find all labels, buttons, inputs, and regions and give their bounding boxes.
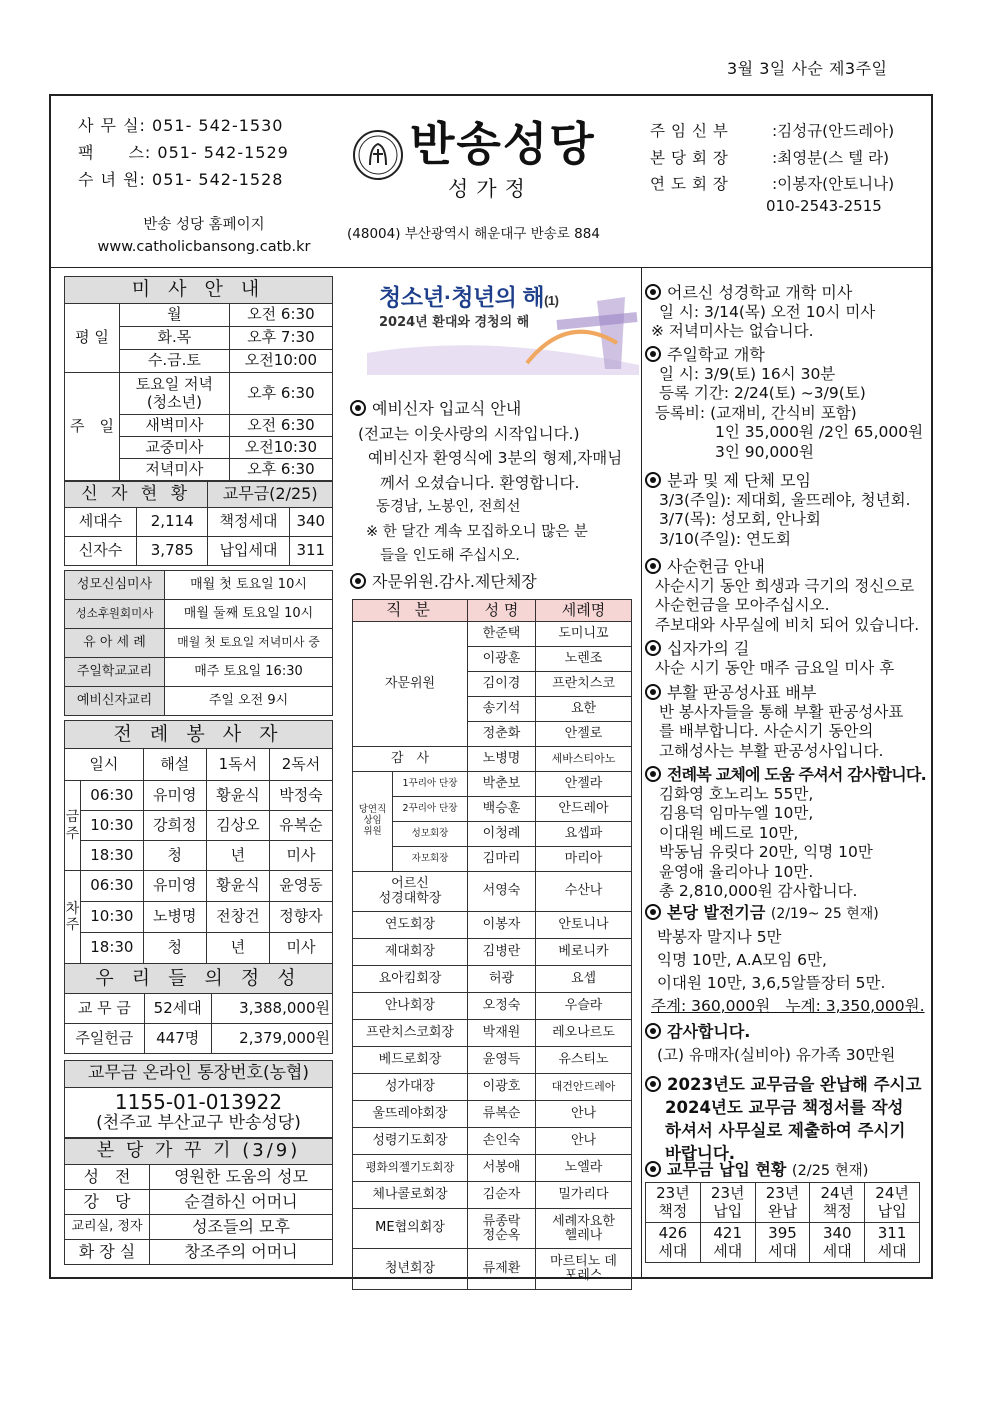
table-cell: 신자수 [65, 537, 137, 566]
advisors-table [352, 599, 632, 1290]
table-cell: 오전10:00 [229, 350, 332, 373]
table-cell: 송기석 [468, 697, 536, 722]
table-cell: 감 사 [353, 747, 468, 772]
table-cell: 세대수 [65, 508, 137, 537]
table-cell: 23년 완납 [755, 1183, 810, 1223]
table-cell: 447명 [144, 1024, 211, 1054]
church-address: (48004) 부산광역시 해운대구 반송로 884 [347, 226, 600, 242]
church-subtitle: 성가정 [448, 177, 533, 201]
table-cell: 연도회장 [353, 912, 468, 939]
table-cell: 윤영동 [269, 871, 332, 902]
table-cell: 제대회장 [353, 939, 468, 966]
table-cell: 정춘화 [468, 722, 536, 747]
table-cell: 영원한 도움의 성모 [150, 1165, 333, 1190]
table-cell: 1꾸리아 단장 [393, 772, 468, 797]
table-cell: 노렌조 [536, 647, 632, 672]
table-cell: 베로니카 [536, 939, 632, 966]
table-cell: 류복순 [468, 1101, 536, 1128]
table-cell: 신 자 현 황 [65, 482, 208, 508]
advisor-label: 자문위원 [353, 622, 468, 747]
account-number: 1155-01-013922 [65, 1088, 333, 1115]
homepage-label: 반송 성당 홈페이지 [143, 217, 265, 233]
officer-president: 본당회장 :최영분(스 텔 라) [650, 148, 890, 167]
table-cell: 저녁미사 [120, 459, 230, 481]
table-cell: 340 [289, 508, 332, 537]
schedule-table [64, 570, 333, 716]
catechumen-title: 예비신자 입교식 안내 [350, 397, 622, 422]
table-cell: 311 [289, 537, 332, 566]
bullet-icon [645, 766, 661, 782]
table-cell: 밀가리다 [536, 1182, 632, 1209]
notice-confession-card: 부활 판공성사표 배부 반 봉사자들을 통해 부활 판공성사표 를 배부합니다. 사순시기 동안의 고해성사는 부활 판공성사입니다. [645, 683, 903, 761]
table-cell: 프란치스코회장 [353, 1020, 468, 1047]
table-cell: 우슬라 [536, 993, 632, 1020]
table-cell: 체나콜로회장 [353, 1182, 468, 1209]
table-cell: 노엘라 [536, 1155, 632, 1182]
table-cell: 3,785 [137, 537, 208, 566]
decor-table [64, 1138, 333, 1265]
table-cell: 24년 납입 [865, 1183, 920, 1223]
table-cell: 류제환 [468, 1249, 536, 1290]
notice-vestment-thanks: 전례복 교체에 도움 주셔서 감사합니다. 김화영 호노리노 55만, 김용덕 임마누엘 10만, 이대원 베드로 10만, 박동님 유릿다 20만, 익명 10만 윤영애 율리아나 10만. 총 2,810,000원 감사합니다. [645, 765, 926, 902]
table-cell: 매주 토요일 16:30 [165, 658, 333, 687]
tithe-heading: 교무금 납입 현황 (2/25 현재) [645, 1160, 868, 1182]
table-cell: 박정숙 [269, 781, 332, 811]
table-cell: 2독서 [269, 749, 332, 781]
table-cell: 허광 [468, 966, 536, 993]
table-cell: 23년 책정 [646, 1183, 701, 1223]
bullet-icon [645, 640, 661, 656]
table-cell: 세례명 [536, 600, 632, 622]
sunday-label: 주 일 [65, 373, 120, 481]
table-cell: 10:30 [81, 811, 144, 841]
table-cell: 레오나르도 [536, 1020, 632, 1047]
table-cell: 정향자 [269, 902, 332, 933]
table-cell: 김순자 [468, 1182, 536, 1209]
church-title: 반송성당 [410, 117, 596, 171]
table-cell: 김병란 [468, 939, 536, 966]
table-cell: 24년 책정 [810, 1183, 865, 1223]
table-cell: 노병명 [468, 747, 536, 772]
table-cell: 426 세대 [646, 1223, 701, 1263]
contact-convent: 수 녀 원: 051- 542-1528 [78, 170, 284, 189]
tithe-table [645, 1182, 920, 1263]
table-cell: 일시 [65, 749, 144, 781]
table-cell: 성 전 [65, 1165, 150, 1190]
bullet-icon [645, 684, 661, 700]
officer-yeondo: 연도회장 :이봉자(안토니나) [650, 175, 895, 193]
table-cell: 오전 6:30 [229, 415, 332, 437]
table-cell: 오정숙 [468, 993, 536, 1020]
table-cell: 노병명 [143, 902, 206, 933]
table-cell: 미사 [269, 933, 332, 964]
table-cell: 2꾸리아 단장 [393, 797, 468, 822]
table-cell: 김이경 [468, 672, 536, 697]
table-cell: 강희정 [143, 811, 206, 841]
table-cell: 안토니나 [536, 912, 632, 939]
officer-phone: 010-2543-2515 [766, 197, 882, 215]
table-cell: 3,388,000원 [211, 994, 332, 1024]
table-cell: 오후 6:30 [229, 373, 332, 415]
table-cell: 오후 6:30 [229, 459, 332, 481]
table-cell: 도미니꼬 [536, 622, 632, 647]
table-cell: 윤영득 [468, 1047, 536, 1074]
table-cell: 10:30 [81, 902, 144, 933]
table-cell: 2,379,000원 [211, 1024, 332, 1054]
table-cell: 울뜨레야회장 [353, 1101, 468, 1128]
homepage-url[interactable]: www.catholicbansong.catb.kr [97, 239, 311, 255]
table-cell: 청 [143, 841, 206, 871]
notice-sunday-school: 주일학교 개학 일 시: 3/9(토) 16시 30분 등록 기간: 2/24(토) ~3/9(토) 등록비: (교재비, 간식비 포함) 1인 35,000원 /2인 65,000원 3인 90,000원 [645, 345, 923, 462]
church-logo-icon [352, 129, 404, 181]
table-cell: 요셉파 [536, 822, 632, 847]
table-cell: 납입세대 [208, 537, 289, 566]
table-cell: 년 [206, 933, 269, 964]
bullet-icon [645, 904, 661, 920]
table-cell: 해설 [143, 749, 206, 781]
table-cell: 성령기도회장 [353, 1128, 468, 1155]
table-cell: 06:30 [81, 781, 144, 811]
table-cell: 340 세대 [810, 1223, 865, 1263]
bullet-icon [645, 1076, 661, 1092]
table-cell: 421 세대 [700, 1223, 755, 1263]
table-cell: 김상오 [206, 811, 269, 841]
weekday-label: 평 일 [65, 304, 120, 373]
table-cell: 우 리 들 의 정 성 [65, 964, 333, 994]
table-cell: 이광호 [468, 1074, 536, 1101]
table-cell: 주일헌금 [65, 1024, 145, 1054]
table-cell: 18:30 [81, 933, 144, 964]
next-week-label: 차주 [65, 871, 81, 964]
table-cell: 안젤라 [536, 772, 632, 797]
table-cell: 주일 오전 9시 [165, 687, 333, 716]
table-cell: 마르티노 데 포레스 [536, 1249, 632, 1290]
table-cell: 순결하신 어머니 [150, 1190, 333, 1215]
table-cell: 성조들의 모후 [150, 1215, 333, 1240]
bulletin-date: 3월 3일 사순 제3주일 [727, 59, 888, 78]
table-cell: 베드로회장 [353, 1047, 468, 1074]
table-cell: 토요일 저녁 (청소년) [120, 373, 230, 415]
table-cell: 06:30 [81, 871, 144, 902]
table-cell: 395 세대 [755, 1223, 810, 1263]
bullet-icon [645, 558, 661, 574]
table-cell: 청년회장 [353, 1249, 468, 1290]
table-cell: 요아킴회장 [353, 966, 468, 993]
notice-lent-offering: 사순헌금 안내 사순시기 동안 희생과 극기의 정신으로 사순헌금을 모아주십시오. 주보대와 사무실에 비치 되어 있습니다. [645, 557, 919, 635]
table-cell: 교리실, 정자 [65, 1215, 150, 1240]
table-cell: 성소후원회미사 [65, 600, 165, 629]
contact-fax: 팩 스: 051- 542-1529 [78, 143, 289, 162]
youth-year-banner [367, 273, 639, 375]
table-cell: 주일학교교리 [65, 658, 165, 687]
table-cell: 교 무 금 [65, 994, 145, 1024]
table-cell: 교중미사 [120, 437, 230, 459]
table-cell: (천주교 부산교구 반송성당) [65, 1114, 333, 1137]
table-cell: 책정세대 [208, 508, 289, 537]
table-cell: 한준택 [468, 622, 536, 647]
offerings-table [64, 963, 333, 1054]
table-cell: 52세대 [144, 994, 211, 1024]
table-cell: 311 세대 [865, 1223, 920, 1263]
table-cell: 전 례 봉 사 자 [65, 721, 333, 749]
table-cell: 교무금 온라인 통장번호(농협) [65, 1061, 333, 1088]
mass-title: 미 사 안 내 [65, 277, 333, 304]
table-cell: 김마리 [468, 847, 536, 872]
table-cell: 수.금.토 [120, 350, 230, 373]
notice-way-of-cross: 십자가의 길 사순 시기 동안 매주 금요일 미사 후 [645, 639, 894, 678]
table-cell: 년 [206, 841, 269, 871]
table-cell: 세례자요한 헬레나 [536, 1209, 632, 1249]
table-cell: 화.목 [120, 327, 230, 350]
table-cell: 어르신 성경대학장 [353, 872, 468, 912]
table-cell: 본 당 가 꾸 기 (3/9) [65, 1139, 333, 1165]
table-cell: 새벽미사 [120, 415, 230, 437]
table-cell: ME협의회장 [353, 1209, 468, 1249]
table-cell: 유 아 세 례 [65, 629, 165, 658]
table-cell: 오후 7:30 [229, 327, 332, 350]
table-cell: 안드레아 [536, 797, 632, 822]
table-cell: 성 명 [468, 600, 536, 622]
table-cell: 화 장 실 [65, 1240, 150, 1265]
notice-elder-school: 어르신 성경학교 개학 미사 일 시: 3/14(목) 오전 10시 미사 ※ 저녁미사는 없습니다. [645, 283, 875, 342]
table-cell: 강 당 [65, 1190, 150, 1215]
table-cell: 2,114 [137, 508, 208, 537]
mass-table [64, 276, 333, 481]
officer-pastor: 주임신부 :김성규(안드레아) [650, 122, 895, 140]
table-cell: 성모회장 [393, 822, 468, 847]
table-cell: 서영숙 [468, 872, 536, 912]
table-cell: 마리아 [536, 847, 632, 872]
believers-table [64, 481, 333, 566]
table-cell: 세바스티아노 [536, 747, 632, 772]
advisors-heading: 자문위원.감사.제단체장 [350, 572, 537, 592]
table-cell: 유미영 [143, 781, 206, 811]
table-cell: 이청례 [468, 822, 536, 847]
notice-tithe-request: 2023년도 교무금을 완납해 주시고 2024년도 교무금 책정서를 작성 하셔서 사무실로 제출하여 주시기 바랍니다. [645, 1073, 921, 1165]
table-cell: 오전 6:30 [229, 304, 332, 327]
table-cell: 안나 [536, 1128, 632, 1155]
table-cell: 프란치스코 [536, 672, 632, 697]
account-table [64, 1060, 333, 1138]
this-week-label: 금주 [65, 781, 81, 871]
table-cell: 미사 [269, 841, 332, 871]
table-cell: 이봉자 [468, 912, 536, 939]
contact-list [78, 112, 289, 193]
table-cell: 요셉 [536, 966, 632, 993]
bullet-icon [350, 573, 366, 589]
table-cell: 매월 둘째 토요일 10시 [165, 600, 333, 629]
table-cell: 18:30 [81, 841, 144, 871]
table-cell: 23년 납입 [700, 1183, 755, 1223]
catechumen-section: 예비신자 입교식 안내 (전교는 이웃사랑의 시작입니다.) 예비신자 환영식에 3분의 형제,자매님 께서 오셨습니다. 환영합니다. 동경남, 노봉인, 전희선 ※ 한 달간 계속 모집하오니 많은 분 들을 인도해 주십시오. [350, 397, 622, 569]
table-cell: 자모회장 [393, 847, 468, 872]
table-cell: 이광훈 [468, 647, 536, 672]
table-cell: 요한 [536, 697, 632, 722]
table-cell: 교무금(2/25) [208, 482, 333, 508]
table-cell: 황윤식 [206, 781, 269, 811]
table-cell: 대건안드레아 [536, 1074, 632, 1101]
notice-development-fund: 본당 발전기금 (2/19~ 25 현재) 박봉자 말지나 5만 익명 10만, A.A모임 6만, 이대원 10만, 3,6,5알뜰장터 5만. 주계: 360,000원 누계: 3,350,000원. [645, 901, 925, 1018]
table-cell: 예비신자교리 [65, 687, 165, 716]
table-cell: 서봉애 [468, 1155, 536, 1182]
table-cell: 1독서 [206, 749, 269, 781]
notice-thanks: 감사합니다. (고) 유매자(실비아) 유가족 30만원 [645, 1022, 895, 1065]
table-cell: 매월 첫 토요일 저녁미사 중 [165, 629, 333, 658]
bullet-icon [645, 1023, 661, 1039]
table-cell: 전창건 [206, 902, 269, 933]
table-cell: 안젤로 [536, 722, 632, 747]
bullet-icon [350, 400, 366, 416]
table-cell: 당연직 상임 위원 [353, 772, 393, 872]
table-cell: 안나회장 [353, 993, 468, 1020]
table-cell: 오전10:30 [229, 437, 332, 459]
bullet-icon [645, 346, 661, 362]
table-cell: 유미영 [143, 871, 206, 902]
table-cell: 유복순 [269, 811, 332, 841]
table-cell: 평화의젤기도회장 [353, 1155, 468, 1182]
bullet-icon [645, 472, 661, 488]
bullet-icon [645, 1161, 661, 1177]
table-cell: 류종락 정순옥 [468, 1209, 536, 1249]
table-cell: 손인숙 [468, 1128, 536, 1155]
table-cell: 청 [143, 933, 206, 964]
table-cell: 유스티노 [536, 1047, 632, 1074]
banner-subtitle: 2024년 환대와 경청의 해 [379, 315, 530, 330]
homepage-block [64, 214, 344, 258]
header-divider [49, 267, 933, 268]
table-cell: 성가대장 [353, 1074, 468, 1101]
table-cell: 박춘보 [468, 772, 536, 797]
contact-office: 사 무 실: 051- 542-1530 [78, 116, 284, 135]
table-cell: 월 [120, 304, 230, 327]
table-cell: 안나 [536, 1101, 632, 1128]
table-cell: 성모신심미사 [65, 571, 165, 600]
table-cell: 백승훈 [468, 797, 536, 822]
table-cell: 수산나 [536, 872, 632, 912]
officer-list [650, 118, 894, 198]
banner-title: 청소년·청년의 해(1) [379, 284, 559, 310]
notice-group-meetings: 분과 및 제 단체 모임 3/3(주일): 제대회, 울뜨레야, 청년회. 3/7(목): 성모회, 안나회 3/10(주일): 연도회 [645, 471, 911, 549]
table-cell: 창조주의 어머니 [150, 1240, 333, 1265]
table-cell: 황윤식 [206, 871, 269, 902]
table-cell: 박재원 [468, 1020, 536, 1047]
servers-table [64, 720, 333, 964]
column-divider [641, 268, 642, 1278]
table-cell: 직 분 [353, 600, 468, 622]
table-cell: 매월 첫 토요일 10시 [165, 571, 333, 600]
bullet-icon [645, 284, 661, 300]
